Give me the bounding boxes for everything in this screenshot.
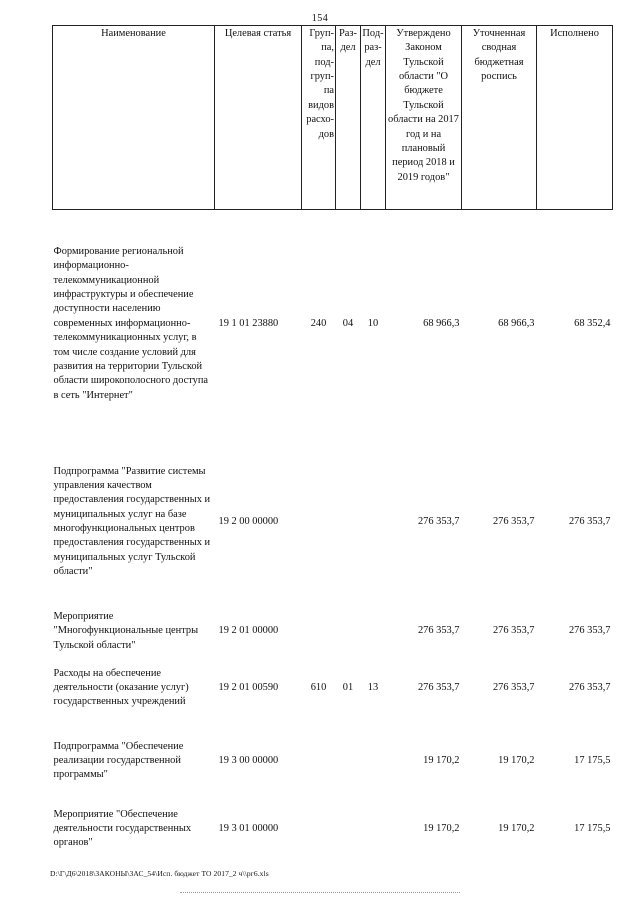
row-executed: 276 353,7 bbox=[568, 681, 611, 693]
row-approved: 68 966,3 bbox=[423, 317, 460, 329]
row-expense-group: 240 bbox=[310, 317, 327, 329]
row-name: Расходы на обеспечение деятельности (оказание услуг) государственных учреждений bbox=[53, 667, 189, 708]
row-section: 01 bbox=[342, 681, 354, 693]
row-section bbox=[336, 733, 361, 789]
table-row bbox=[53, 801, 613, 857]
row-specified: 276 353,7 bbox=[492, 515, 535, 527]
header-target-article: Целевая статья bbox=[215, 26, 302, 210]
table-row bbox=[53, 653, 613, 723]
table-row bbox=[53, 610, 613, 653]
row-target-article: 19 3 00 00000 bbox=[218, 754, 279, 766]
row-specified: 19 170,2 bbox=[498, 754, 535, 766]
row-specified: 19 170,2 bbox=[498, 822, 535, 834]
row-section bbox=[336, 610, 361, 653]
header-section: Раз-дел bbox=[336, 26, 361, 210]
row-name: Мероприятие "Многофункциональные центры Тульской области" bbox=[53, 611, 199, 651]
row-approved: 19 170,2 bbox=[423, 822, 460, 834]
row-section: 04 bbox=[342, 317, 354, 329]
footer-divider bbox=[180, 892, 460, 893]
row-subsection bbox=[361, 801, 386, 857]
row-executed: 17 175,5 bbox=[574, 754, 611, 766]
header-expense-group: Груп-па, под-груп-па видов расхо-дов bbox=[302, 26, 336, 210]
row-executed: 17 175,5 bbox=[574, 822, 611, 834]
row-name: Подпрограмма "Обеспечение реализации государственной программы" bbox=[53, 740, 184, 781]
header-name: Наименование bbox=[53, 26, 215, 210]
table-header-row bbox=[53, 26, 613, 210]
row-subsection bbox=[361, 446, 386, 598]
row-approved: 19 170,2 bbox=[423, 754, 460, 766]
row-target-article: 19 2 01 00000 bbox=[218, 625, 279, 637]
row-target-article: 19 3 01 00000 bbox=[218, 822, 279, 834]
page-number: 154 bbox=[311, 13, 329, 24]
row-approved: 276 353,7 bbox=[417, 681, 460, 693]
table-row bbox=[53, 733, 613, 789]
footer-file-path: D:\Г\Д6\2018\ЗАКОНЫ\ЗАС_54\Исп. бюджет ТО 2017_2 ч\\рг6.xls bbox=[50, 869, 269, 878]
row-expense-group bbox=[302, 801, 336, 857]
row-executed: 68 352,4 bbox=[574, 317, 611, 329]
row-expense-group bbox=[302, 446, 336, 598]
row-approved: 276 353,7 bbox=[417, 625, 460, 637]
row-specified: 276 353,7 bbox=[492, 681, 535, 693]
table-row bbox=[53, 224, 613, 424]
row-approved: 276 353,7 bbox=[417, 515, 460, 527]
header-executed: Исполнено bbox=[537, 26, 613, 210]
header-approved: Утверждено Законом Тульской области "О бюджете Тульской области на 2017 год и на плановый период 2018 и 2019 годов" bbox=[386, 26, 462, 210]
row-specified: 68 966,3 bbox=[498, 317, 535, 329]
row-name: Формирование региональной информационно-телекоммуникационной инфраструктуры и обеспечение доступности населению современных информационно-телекоммуникационных услуг, в том числе создание условий для развития на территории Тульской области широкополосного доступа в сеть "Интернет" bbox=[53, 246, 209, 401]
row-name: Подпрограмма "Развитие системы управления качеством предоставления государственных и муниципальных услуг на базе многофункциональных центров предоставления государственных и муниципальных услуг Тульской области" bbox=[53, 465, 211, 578]
row-target-article: 19 2 01 00590 bbox=[218, 681, 279, 693]
table-row bbox=[53, 446, 613, 598]
row-section bbox=[336, 801, 361, 857]
row-target-article: 19 2 00 00000 bbox=[218, 515, 279, 527]
row-executed: 276 353,7 bbox=[568, 515, 611, 527]
header-specified: Уточненная сводная бюджетная роспись bbox=[462, 26, 537, 210]
row-subsection: 10 bbox=[367, 317, 379, 329]
row-expense-group bbox=[302, 733, 336, 789]
row-subsection: 13 bbox=[367, 681, 379, 693]
header-subsection: Под-раз-дел bbox=[361, 26, 386, 210]
row-subsection bbox=[361, 733, 386, 789]
row-name: Мероприятие "Обеспечение деятельности государственных органов" bbox=[53, 808, 192, 849]
row-subsection bbox=[361, 610, 386, 653]
row-executed: 276 353,7 bbox=[568, 625, 611, 637]
row-target-article: 19 1 01 23880 bbox=[218, 317, 279, 329]
row-specified: 276 353,7 bbox=[492, 625, 535, 637]
row-expense-group: 610 bbox=[310, 681, 327, 693]
row-expense-group bbox=[302, 610, 336, 653]
row-section bbox=[336, 446, 361, 598]
budget-execution-table bbox=[52, 25, 613, 857]
